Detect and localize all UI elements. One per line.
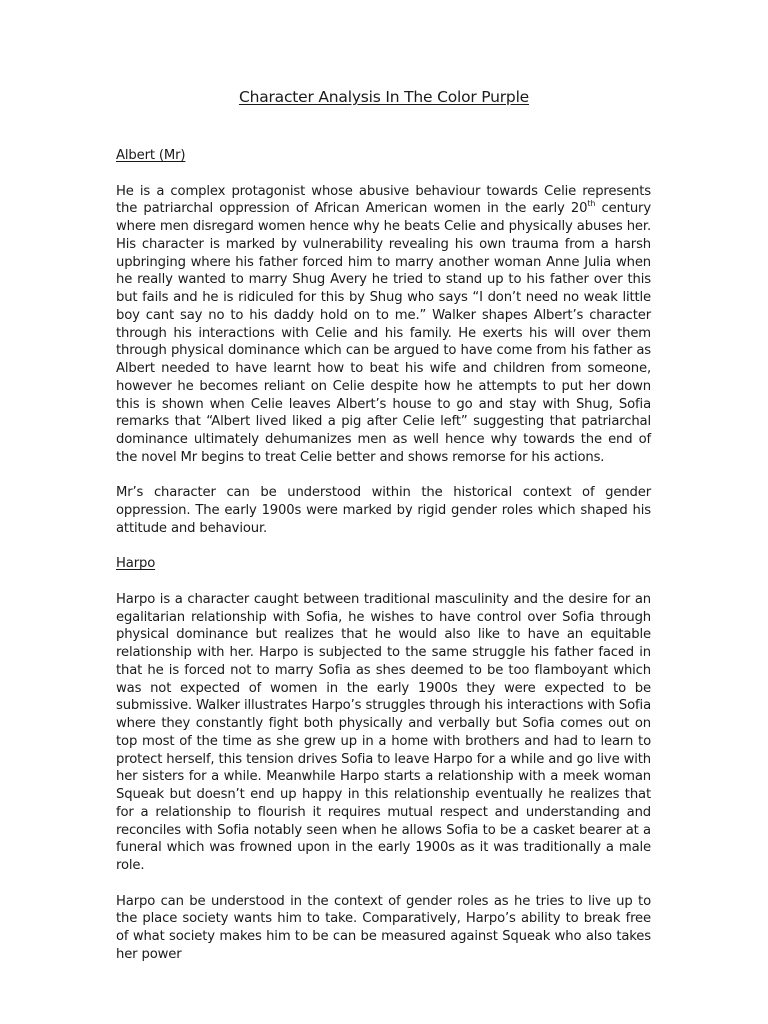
section-heading-harpo: Harpo xyxy=(116,556,156,572)
albert-paragraph-1-text-b: century where men disregard women hence why he beats Celie and physically abuses her. His character is marked by vulnerability revealing his own trauma from a harsh upbringing where his father forced him to marry another woman Anne Julia when he really wanted to marry Shug Avery he tried to stand up to his father over this but fails and he is ridiculed for this by Shug who says “I don’t need no weak little boy cant say no to his daddy hold on to me.” Walker shapes Albert’s character through his interactions with Celie and his family. He exerts his will over them through physical dominance which can be argued to have come from his father as Albert needed to have learnt how to beat his wife and children from someone, however he becomes reliant on Celie despite how he attempts to put her down this is shown when Celie leaves Albert’s house to go and stay with Shug, Sofia remarks that “Albert lived liked a pig after Celie left” suggesting that patriarchal dominance ultimately dehumanizes men as well hence why towards the end of the novel Mr begins to treat Celie better and shows remorse for his actions. xyxy=(116,201,651,465)
harpo-paragraph-1: Harpo is a character caught between traditional masculinity and the desire for an egalitarian relationship with Sofia, he wishes to have control over Sofia through physical dominance but realizes that he would also like to have an equitable relationship with her. Harpo is subjected to the same struggle his father faced in that he is forced not to marry Sofia as shes deemed to be too flamboyant which was not expected of women in the early 1900s they were expected to be submissive. Walker illustrates Harpo’s struggles through his interactions with Sofia where they constantly fight both physically and verbally but Sofia comes out on top most of the time as she grew up in a home with brothers and had to learn to protect herself, this tension drives Sofia to leave Harpo for a while and go live with her sisters for a while. Meanwhile Harpo starts a relationship with a meek woman Squeak but doesn’t end up happy in this relationship eventually he realizes that for a relationship to flourish it requires mutual respect and understanding and reconciles with Sofia notably seen when he allows Sofia to be a casket bearer at a funeral which was frowned upon in the early 1900s as it was traditionally a male role. xyxy=(116,591,651,873)
albert-paragraph-1 xyxy=(116,183,651,467)
document-body xyxy=(116,147,651,981)
albert-paragraph-1-text-a: He is a complex protagonist whose abusive behaviour towards Celie represents the patriarchal oppression of African American women in the early 20 xyxy=(116,183,651,217)
harpo-paragraph-2: Harpo can be understood in the context of gender roles as he tries to live up to the place society wants him to take. Comparatively, Harpo’s ability to break free of what society makes him to be can be measured against Squeak who also takes her power xyxy=(116,893,651,962)
ordinal-superscript: th xyxy=(587,199,596,209)
document-title: Character Analysis In The Color Purple xyxy=(238,88,530,106)
albert-paragraph-2: Mr’s character can be understood within the historical context of gender oppression. The early 1900s were marked by rigid gender roles which shaped his attitude and behaviour. xyxy=(116,485,651,536)
section-heading-albert: Albert (Mr) xyxy=(116,148,186,163)
